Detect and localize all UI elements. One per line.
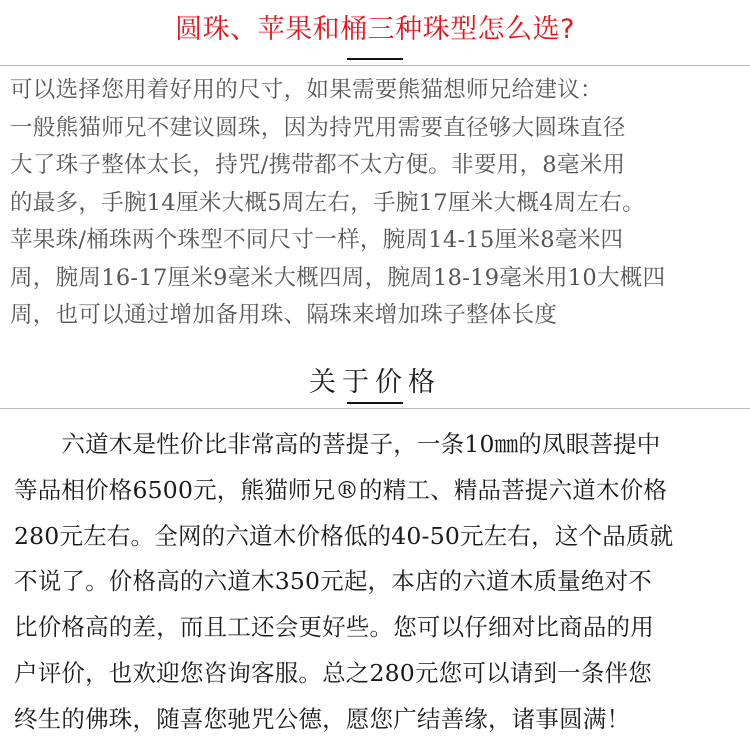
paragraph-line: 的最多，手腕14厘米大概5周左右，手腕17厘米大概4周左右。 — [10, 189, 645, 216]
paragraph-line: 苹果珠/桶珠两个珠型不同尺寸一样，腕周14-15厘米8毫米四 — [10, 227, 624, 253]
section-title-bead-shapes: 圆珠、苹果和桶三种珠型怎么选? — [175, 14, 575, 45]
paragraph-line: 等品相价格6500元，熊猫师兄®的精工、精品菩提六道木价格 — [14, 475, 668, 504]
paragraph-line: 不说了。价格高的六道木350元起，本店的六道木质量绝对不 — [14, 567, 652, 596]
paragraph-line: 一般熊猫师兄不建议圆珠，因为持咒用需要直径够大圆珠直径 — [10, 114, 626, 141]
price-description-paragraph — [14, 422, 744, 743]
section-title-price: 关于价格 — [309, 367, 441, 398]
paragraph-line: 可以选择您用着好用的尺寸，如果需要熊猫想师兄给建议： — [10, 77, 603, 103]
section-divider — [0, 408, 750, 409]
title-underline — [347, 402, 403, 404]
paragraph-line: 周，也可以通过增加备用珠、隔珠来增加珠子整体长度 — [10, 302, 558, 328]
paragraph-line: 比价格高的差，而且工还会更好些。您可以仔细对比商品的用 — [14, 613, 654, 642]
paragraph-line: 大了珠子整体太长，持咒/携带都不太方便。非要用，8毫米用 — [10, 152, 626, 178]
paragraph-line: 280元左右。全网的六道木价格低的40-50元左右，这个品质就 — [14, 521, 674, 550]
paragraph-line: 六道木是性价比非常高的菩提子，一条10㎜的凤眼菩提中 — [14, 430, 661, 458]
paragraph-line: 周，腕周16-17厘米9毫米大概四周，腕周18-19毫米用10大概四 — [10, 264, 666, 291]
paragraph-line: 终生的佛珠，随喜您驰咒公德，愿您广结善缘，诸事圆满！ — [14, 704, 631, 733]
paragraph-line: 户评价，也欢迎您咨询客服。总之280元您可以请到一条伴您 — [14, 658, 652, 687]
section-divider — [0, 65, 750, 66]
title-underline — [347, 58, 403, 60]
bead-shape-advice-paragraph — [10, 72, 746, 335]
